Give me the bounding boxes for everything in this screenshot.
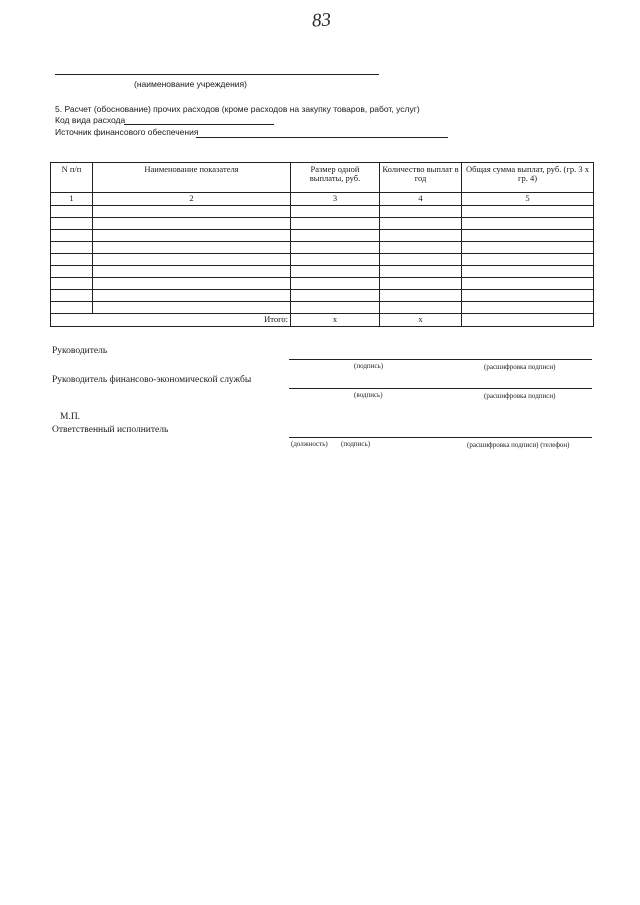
executor-decode-phone-caption: (расшифровка подписи) (телефон) (467, 441, 570, 449)
table-cell[interactable] (291, 218, 380, 230)
funding-source-field[interactable] (196, 137, 448, 138)
table-row (51, 302, 594, 314)
table-cell[interactable] (93, 230, 291, 242)
table-cell[interactable] (380, 278, 462, 290)
table-cell[interactable] (291, 302, 380, 314)
finance-signature-caption: (водпись) (354, 391, 383, 399)
table-cell[interactable] (380, 242, 462, 254)
table-row (51, 278, 594, 290)
executor-position-caption: (должность) (291, 440, 328, 448)
column-number-4: 4 (380, 193, 462, 206)
table-cell[interactable] (380, 218, 462, 230)
table-cell[interactable] (380, 266, 462, 278)
table-cell[interactable] (93, 266, 291, 278)
table-cell[interactable] (291, 278, 380, 290)
table-cell[interactable] (51, 218, 93, 230)
table-cell[interactable] (380, 254, 462, 266)
table-cell[interactable] (462, 290, 594, 302)
column-number-2: 2 (93, 193, 291, 206)
table-cell[interactable] (51, 266, 93, 278)
table-cell[interactable] (380, 290, 462, 302)
table-cell[interactable] (462, 302, 594, 314)
table-row (51, 266, 594, 278)
executor-label: Ответственный исполнитель (52, 425, 169, 435)
table-row (51, 218, 594, 230)
table-cell[interactable] (462, 218, 594, 230)
column-number-row (51, 193, 594, 206)
finance-head-label: Руководитель финансово-экономической службы (52, 375, 252, 385)
head-signature-line[interactable] (289, 359, 592, 360)
table-row (51, 230, 594, 242)
table-row (51, 242, 594, 254)
table-cell[interactable] (462, 266, 594, 278)
table-cell[interactable] (291, 266, 380, 278)
table-cell[interactable] (462, 278, 594, 290)
total-col3: x (291, 314, 380, 327)
table-cell[interactable] (462, 206, 594, 218)
table-cell[interactable] (291, 242, 380, 254)
table-cell[interactable] (51, 206, 93, 218)
table-cell[interactable] (93, 206, 291, 218)
expense-code-field[interactable] (124, 124, 274, 125)
executor-signature-line[interactable] (289, 437, 592, 438)
table-row (51, 254, 594, 266)
table-cell[interactable] (93, 242, 291, 254)
section-title: 5. Расчет (обоснование) прочих расходов (кроме расходов на закупку товаров, работ, услуг) (55, 104, 420, 114)
table-cell[interactable] (380, 230, 462, 242)
table-cell[interactable] (51, 242, 93, 254)
column-header-payment-count: Количество выплат в год (380, 163, 462, 193)
total-row (51, 314, 594, 327)
table-cell[interactable] (93, 278, 291, 290)
table-cell[interactable] (462, 254, 594, 266)
total-label: Итого: (51, 314, 291, 327)
table-cell[interactable] (51, 302, 93, 314)
table-cell[interactable] (380, 206, 462, 218)
calculation-table (50, 162, 594, 327)
table-cell[interactable] (51, 254, 93, 266)
finance-signature-line[interactable] (289, 388, 592, 389)
table-cell[interactable] (93, 302, 291, 314)
column-header-number: N п/п (51, 163, 93, 193)
table-cell[interactable] (291, 290, 380, 302)
institution-line (55, 74, 379, 75)
table-cell[interactable] (51, 278, 93, 290)
column-number-1: 1 (51, 193, 93, 206)
table-cell[interactable] (291, 206, 380, 218)
table-cell[interactable] (93, 218, 291, 230)
table-cell[interactable] (93, 254, 291, 266)
funding-source-label: Источник финансового обеспечения (55, 127, 199, 137)
page-number: 83 (311, 9, 332, 32)
head-label: Руководитель (52, 346, 108, 356)
table-cell[interactable] (51, 290, 93, 302)
table-cell[interactable] (93, 290, 291, 302)
head-decode-caption: (расшифровка подписи) (484, 363, 556, 371)
total-col4: x (380, 314, 462, 327)
table-row (51, 206, 594, 218)
head-signature-caption: (подпись) (354, 362, 384, 370)
column-header-total-sum: Общая сумма выплат, руб. (гр. 3 х гр. 4) (462, 163, 594, 193)
table-row (51, 290, 594, 302)
total-sum-cell[interactable] (462, 314, 594, 327)
table-cell[interactable] (291, 230, 380, 242)
table-cell[interactable] (462, 242, 594, 254)
stamp-label: М.П. (60, 412, 81, 422)
table-cell[interactable] (51, 230, 93, 242)
column-header-payment-size: Размер одной выплаты, руб. (291, 163, 380, 193)
column-number-3: 3 (291, 193, 380, 206)
table-header-row (51, 163, 594, 193)
column-number-5: 5 (462, 193, 594, 206)
institution-caption: (наименование учреждения) (134, 79, 247, 89)
table-cell[interactable] (291, 254, 380, 266)
column-header-indicator: Наименование показателя (93, 163, 291, 193)
finance-decode-caption: (расшифровка подписи) (484, 392, 556, 400)
table-cell[interactable] (380, 302, 462, 314)
expense-code-label: Код вида расхода (55, 115, 126, 125)
table-cell[interactable] (462, 230, 594, 242)
executor-signature-caption: (подпись) (341, 440, 371, 448)
